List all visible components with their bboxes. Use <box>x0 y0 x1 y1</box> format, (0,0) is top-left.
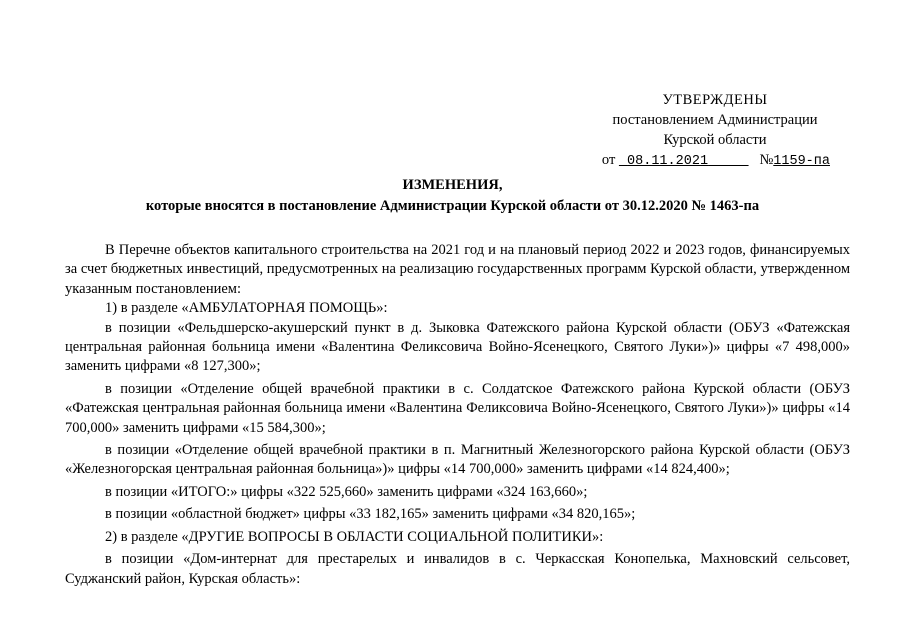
date-prefix: от <box>601 152 616 168</box>
title-line-2: которые вносятся в постановление Администрации Курской области от 30.12.2020 № 1463-па <box>145 198 760 214</box>
number-prefix: № <box>759 152 774 168</box>
approval-issuer-line: постановлением Администрации <box>612 112 818 128</box>
approval-date: 08.11.2021 <box>627 154 709 169</box>
document-body <box>65 241 850 589</box>
document-title <box>0 175 905 217</box>
paragraph-section-2: 2) в разделе «ДРУГИЕ ВОПРОСЫ В ОБЛАСТИ СОЦИАЛЬНОЙ ПОЛИТИКИ»: <box>105 528 604 545</box>
paragraph-position-zykovka: в позиции «Фельдшерско-акушерский пункт в д. Зыковка Фатежского района Курской области (ОБУЗ «Фатежская центральная районная больница имени «Валентина Феликсовича Войно-Ясенецкого, Святого Луки»)» цифры «7 498,000» заменить цифрами «8 127,300»; <box>65 319 850 375</box>
approval-region-line: Курской области <box>663 132 767 148</box>
paragraph-position-soldatskoe: в позиции «Отделение общей врачебной практики в с. Солдатское Фатежского района Курской области (ОБУЗ «Фатежская центральная районная больница имени «Валентина Феликсовича Войно-Ясенецкого, Святого Луки»)» цифры «14 700,000» заменить цифрами «15 584,300»; <box>65 380 850 436</box>
paragraph-section-1: 1) в разделе «АМБУЛАТОРНАЯ ПОМОЩЬ»: <box>105 300 388 317</box>
paragraph-position-regional-budget: в позиции «областной бюджет» цифры «33 182,165» заменить цифрами «34 820,165»; <box>105 506 636 523</box>
approval-date-line <box>600 150 830 172</box>
paragraph-position-magnitny: в позиции «Отделение общей врачебной практики в п. Магнитный Железногорского района Курской области (ОБУЗ «Железногорская центральная районная больница»)» цифры «14 700,000» заменить цифрами «14 824,400»; <box>65 442 850 478</box>
approval-block <box>600 90 830 172</box>
paragraph-position-cherkasskaya: в позиции «Дом-интернат для престарелых и инвалидов в с. Черкасская Конопелька, Махновский сельсовет, Суджанский район, Курская область»: <box>65 551 850 587</box>
approval-heading: УТВЕРЖДЕНЫ <box>662 92 768 108</box>
approval-number: 1159-па <box>773 154 830 169</box>
title-line-1: ИЗМЕНЕНИЯ, <box>402 177 503 193</box>
paragraph-intro: В Перечне объектов капитального строительства на 2021 год и на плановый период 2022 и 2023 годов, финансируемых за счет бюджетных инвестиций, предусмотренных на реализацию государственных программ Курской области, утвержденном указанным постановлением: <box>65 242 850 297</box>
paragraph-position-itogo: в позиции «ИТОГО:» цифры «322 525,660» заменить цифрами «324 163,660»; <box>105 483 588 500</box>
